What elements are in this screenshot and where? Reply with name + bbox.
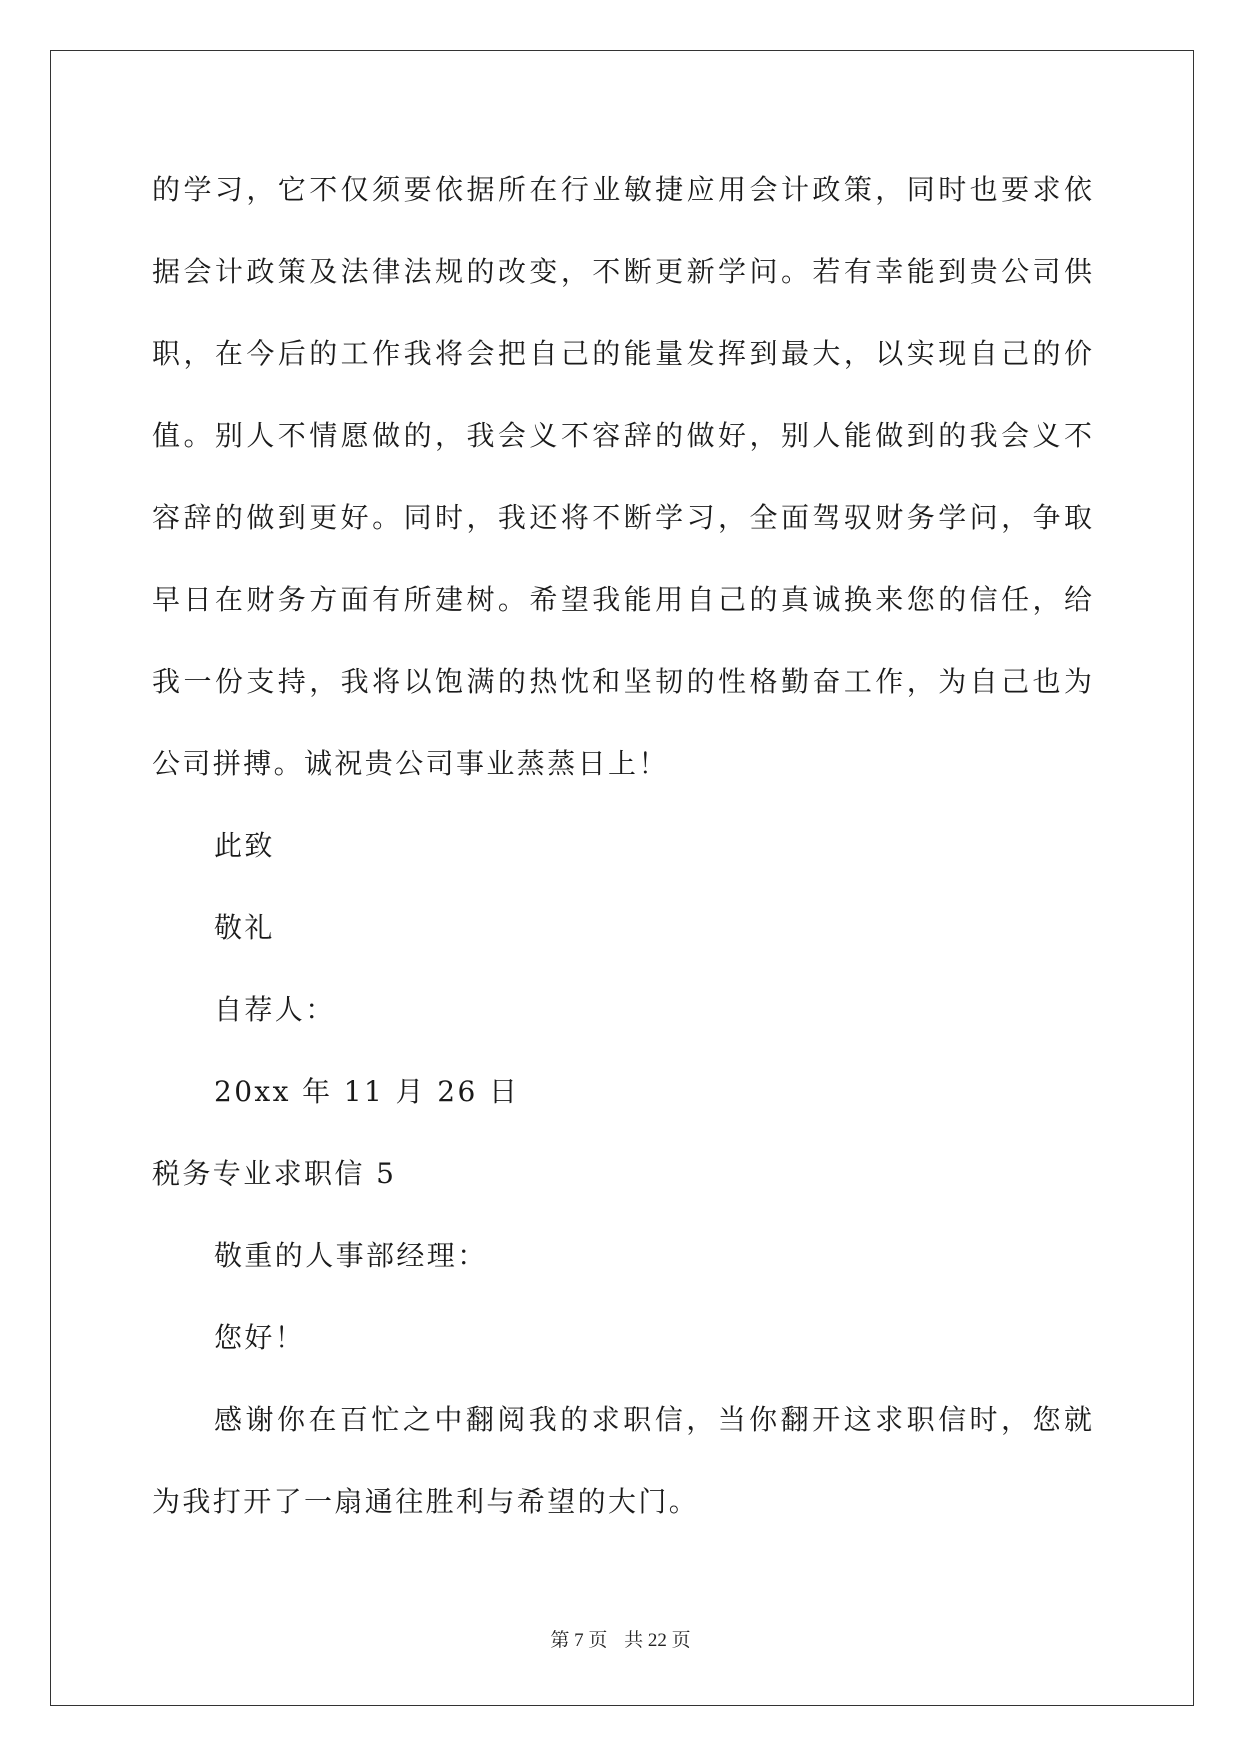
letter-hello: 您好！ bbox=[214, 1321, 306, 1354]
letter-greeting: 敬重的人事部经理： bbox=[214, 1239, 488, 1272]
page-number: 第 7 页 bbox=[550, 1630, 608, 1651]
body-line: 职，在今后的工作我将会把自己的能量发挥到最大，以实现自己的价 bbox=[152, 337, 1092, 370]
body-line: 值。别人不情愿做的，我会义不容辞的做好，别人能做到的我会义不 bbox=[152, 419, 1092, 452]
page-total: 共 22 页 bbox=[624, 1630, 691, 1651]
closing-regards: 敬礼 bbox=[214, 911, 275, 944]
body-line: 容辞的做到更好。同时，我还将不断学习，全面驾驭财务学问，争取 bbox=[152, 501, 1092, 534]
body-line: 据会计政策及法律法规的改变，不断更新学问。若有幸能到贵公司供 bbox=[152, 255, 1092, 288]
body-line: 早日在财务方面有所建树。希望我能用自己的真诚换来您的信任，给 bbox=[152, 583, 1092, 616]
letter-date: 20xx 年 11 月 26 日 bbox=[214, 1075, 520, 1108]
closing-salutation: 此致 bbox=[214, 829, 275, 862]
page-footer bbox=[0, 1625, 1241, 1652]
signature-label: 自荐人： bbox=[214, 993, 336, 1026]
body-line: 感谢你在百忙之中翻阅我的求职信，当你翻开这求职信时，您就 bbox=[214, 1403, 1092, 1436]
body-line: 为我打开了一扇通往胜利与希望的大门。 bbox=[152, 1485, 700, 1518]
section-heading: 税务专业求职信 5 bbox=[152, 1157, 397, 1190]
body-line: 公司拼搏。诚祝贵公司事业蒸蒸日上！ bbox=[152, 747, 669, 780]
document-body bbox=[152, 160, 1092, 1554]
body-line: 的学习，它不仅须要依据所在行业敏捷应用会计政策，同时也要求依 bbox=[152, 173, 1092, 206]
body-line: 我一份支持，我将以饱满的热忱和坚韧的性格勤奋工作，为自己也为 bbox=[152, 665, 1092, 698]
